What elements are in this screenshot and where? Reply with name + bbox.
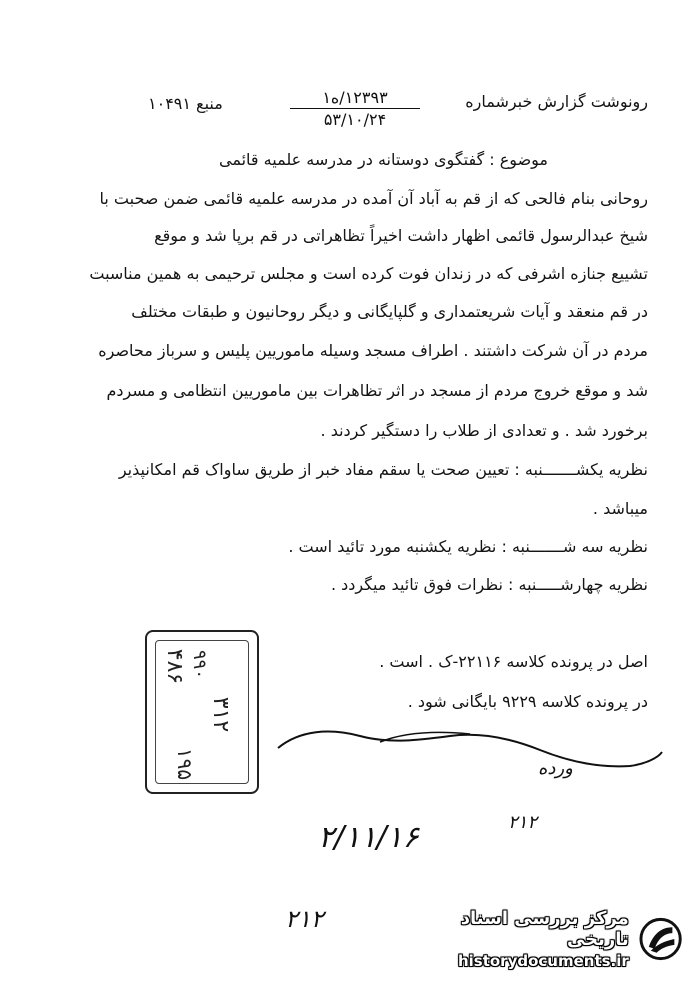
archive-stamp <box>145 630 259 794</box>
signature-scribble <box>270 718 670 798</box>
opinion-sunday: نظریه یکشـــــــنبه : تعیین صحت یا سقم مفاد خبر از طریق ساواک قم امکانپذیر <box>118 460 648 479</box>
handwritten-date: ۲/۱۱/۱۶ <box>318 820 419 855</box>
body-line-2: شیخ عبدالرسول قائمی اظهار داشت اخیراً تظاهراتی در قم برپا شد و موقع <box>154 226 648 245</box>
stamp-text-4: ۱۹۵ <box>173 747 198 781</box>
watermark-text <box>397 908 629 970</box>
header-title: رونوشت گزارش خبرشماره <box>465 92 648 111</box>
report-number-bottom: ۵۳/۱۰/۲۴ <box>323 110 387 129</box>
opinion-sunday-cont: میباشد . <box>592 499 648 518</box>
body-line-6: شد و موقع خروج مردم از مسجد در اثر تظاهرات بین ماموریین انتظامی و مسردم <box>106 381 648 400</box>
note-original-file: اصل در پرونده کلاسه ۲۲۱۱۶-ک . است . <box>379 652 648 671</box>
handwritten-initial-b: ۲۱۲ <box>285 905 324 933</box>
archive-logo-icon <box>639 917 682 961</box>
report-header <box>465 92 648 111</box>
opinion-tuesday: نظریه سه شـــــــنبه : نظریه یکشنبه مورد تائید است . <box>288 537 648 556</box>
report-number-top: ۱۲۳۹۳/ه۱ <box>290 88 420 109</box>
signature-word: ورده <box>538 758 573 779</box>
body-line-4: در قم منعقد و آیات شریعتمداری و گلپایگانی و دیگر روحانیون و طبقات مختلف <box>131 302 648 321</box>
opinion-wednesday: نظریه چهارشـــــنبه : نظرات فوق تائید میگردد . <box>330 575 648 594</box>
report-source <box>148 94 223 113</box>
handwritten-initial-a: ۲۱۲ <box>508 812 538 833</box>
stamp-text-3: ۳۱۲ <box>208 696 234 733</box>
body-line-7: برخورد شد . و تعدادی از طلاب را دستگیر کردند . <box>320 421 648 440</box>
body-line-1: روحانی بنام فالحی که از قم به آباد آن آمده در مدرسه علمیه قائمی ضمن صحبت با <box>99 189 648 208</box>
subject-line: موضوع : گفتگوی دوستانه در مدرسه علمیه قائمی <box>219 150 548 169</box>
watermark-title: مرکز بررسی اسناد تاریخی <box>460 907 629 950</box>
body-line-5: مردم در آن شرکت داشتند . اطراف مسجد وسیله ماموریین پلیس و سرباز محاصره <box>98 341 648 360</box>
report-source-text: منبع ۱۰۴۹۱ <box>148 94 223 113</box>
stamp-text-1: ۴۸۶ <box>162 648 188 685</box>
report-number <box>290 88 420 129</box>
note-archive: در پرونده کلاسه ۹۲۲۹ بایگانی شود . <box>407 692 648 711</box>
body-line-3: تشییع جنازه اشرفی که در زندان فوت کرده است و مجلس ترحیمی به همین مناسبت <box>89 264 648 283</box>
stamp-text-2: ۹۹۰ <box>189 649 211 680</box>
watermark-url: historydocuments.ir <box>457 951 629 970</box>
watermark-logo <box>397 907 682 970</box>
